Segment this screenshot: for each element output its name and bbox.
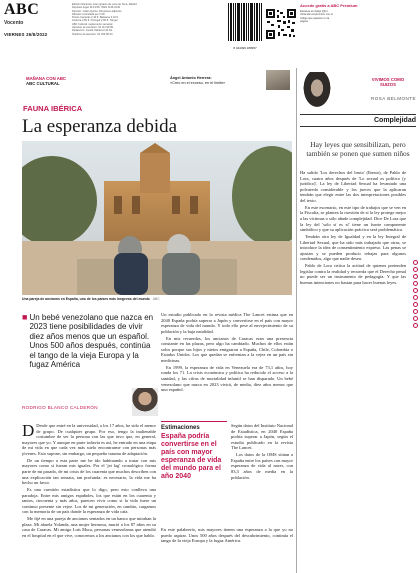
- imprint-line: Depósito legal: M-13-58. ISSN 1136-0143: [72, 6, 120, 10]
- imprint-line: Atención al suscriptor: 91 111 99 99: [72, 26, 113, 30]
- premium-title[interactable]: Accede gratis a ABC Premium: [300, 3, 358, 8]
- dot-icon: [413, 274, 418, 279]
- dot-icon: [413, 267, 418, 272]
- dot-icon: [413, 295, 418, 300]
- section-kicker: FAUNA IBÉRICA: [23, 104, 83, 113]
- dot-icon: [413, 323, 418, 328]
- article-paragraph: En 1999, la esperanza de vida en Venezuela era de 73,1 años, hoy ronda los 71. La crisis económica y política ha reducido el acceso a la sanidad, y las cifras de mortalidad infantil se han disparado. Un bebé venezolano que nazca en 2023 vivirá, de media, diez años menos que uno español.: [161, 364, 293, 393]
- column-paragraph: Pablo de Lora critica la actitud de quienes pretenden legislar contra la realidad y recuerda que el Derecho penal no puede ser un instrumento de pedagogía. Y que las buenas intenciones no bastan para hacer buenas leyes.: [300, 263, 406, 285]
- column-title: Complejidad: [373, 117, 416, 124]
- headline: La esperanza debida: [22, 116, 178, 137]
- article-paragraph: En mis recuerdos, los ancianos de Caracas eran una presencia constante en las plazas, pero algo ha cambiado. Muchos de ellos están solos porque sus hijos y nietos emigraron a España, Chile, Colombia o Estados Unidos. Los que quedan se enfrentan a la vejez en un país sin medicinas.: [161, 335, 293, 363]
- column-divider: [296, 68, 297, 573]
- center-article: [161, 312, 293, 419]
- qr-code-icon: [266, 9, 296, 39]
- aside-paragraph: Según datos del Instituto Nacional de Estadística, en 2040 España podría superar a Japón, según el estudio publicado en la revista The Lancet.: [231, 423, 293, 451]
- vocento-logo: Vocento: [4, 20, 24, 26]
- premium-text: Escanea el código QR o visita abc.es/premium con el código que aparece en la página: [300, 10, 333, 23]
- article-paragraph: Es una cuestión estadística que lo digo, pero esto conlleva una paradoja. Entre mis amigos españoles, los que están en los cuarenta y tantos, cincuenta y más años, parecen vivir como si la vida fuese un continuo presente sin vejez. Los de mi generación, en cambio, cargamos con la memoria de un país donde la esperanza de vida caía.: [22, 486, 156, 515]
- estimates-box: [161, 421, 227, 524]
- photo-credit: ABC: [152, 297, 160, 301]
- article-paragraph: De un tiempo a esta parte me he ido habituando a tratar con mis mayores como si fueran mis iguales. Por el 'jet lag' cronológico forma parte de mi pasado, de mi crisis de los cuarenta que muchos describen con una explicación tan sensata, tan profunda: es necesario, la vida me ha hecho un favor.: [22, 457, 156, 486]
- dot-icon: [413, 309, 418, 314]
- barcode: [228, 3, 262, 49]
- column-body: [300, 170, 406, 570]
- imprint-line: Edición Nacional: Juan Ignacio de Luca de Tena, Madrid: [72, 3, 137, 6]
- aside-highlight: España podría convertirse en el país con mayor esperanza de vida del mundo para el año 2040: [161, 433, 222, 480]
- teaser-quote: «Creo en el exceso, en el límite»: [170, 80, 226, 85]
- main-photo: [22, 141, 292, 295]
- dot-icon: [413, 288, 418, 293]
- byline: [22, 405, 132, 410]
- photo-caption: [22, 297, 292, 301]
- dropcap: D: [22, 423, 35, 440]
- article-paragraph: Me fijé en una pareja de ancianos sentados en un banco que miraban la plaza. Mi abuela Yolanda, una mujer hermosa, murió a los 87 años en su casa de Caracas. Mi amigo Luis Mora, personas venezolanas que atendió en el hospital en el que vive, conocemos a los ancianos con los que hablo.: [22, 516, 156, 538]
- issue-date: VIERNES 26/8/2022: [4, 32, 48, 37]
- elderly-couple-photo: [22, 141, 292, 295]
- imprint-line: Director: Julián Quirós. Directores adjuntos: [72, 9, 122, 13]
- columnist-name: ROSA BELMONTE: [370, 96, 416, 101]
- article-paragraph: Un estudio publicado en la revista médica The Lancet estima que en 2040 España podría superar a Japón y convertirse en el país con mayor esperanza de vida del mundo. Y todo ello pese al envejecimiento de su población y la baja natalidad.: [161, 312, 293, 334]
- center-article-end: [161, 527, 293, 571]
- teaser-photo: [266, 70, 290, 90]
- masthead: [0, 0, 420, 68]
- column-paragraph: En este escenario, en este tipo de trabajos que se ven en la Fiscalía, se plantea la cuestión de si la ley protege mejor a las víctimas o sólo añade complejidad. Dice De Lora que la ley del 'solo sí es sí' tiene un fuerte componente simbólico y que su aplicación práctica será problemática.: [300, 204, 406, 233]
- aside-text: [231, 423, 293, 523]
- dot-icon: [413, 316, 418, 321]
- aside-paragraph: Los datos de la OMS sitúan a España entre los países con mayor esperanza de vida al nacer, con 83,3 años de media en la población.: [231, 452, 293, 480]
- article-paragraph: En este palabrerío, mis mayores tienen una esperanza a la que yo no puedo aspirar. Unos 500 años después del descubrimiento, continúa el tango de la vieja Europa y la fugaz América.: [161, 527, 293, 544]
- column-standfirst: Hay leyes que sensibilizan, pero también se ponen que sumen niños: [306, 140, 410, 158]
- imprint-line: ABC Cultural: suplemento semanal: [72, 22, 113, 26]
- barcode-number: 8 424499 189957: [233, 46, 257, 50]
- imprint-line: Andorra 2,50 €. Portugal 2,90 €. Tánger: [72, 19, 118, 23]
- column-header: [300, 114, 416, 127]
- bullet-icon: ■: [22, 312, 28, 322]
- imprint-line: Difusión controlada por OJD: [72, 12, 105, 16]
- column-rule-bottom: [300, 126, 416, 127]
- main-article: [22, 423, 156, 571]
- article-paragraph: D Desde que entré en la universidad, a los 17 años, he sido el menor de grupo. De cualquier grupo. Por eso, tengo la inalienable costumbre de ser la persona con las que tuvo que, en general, mayores que yo. Y aunque en parte todavía es así, he entrado en una etapa de mi vida en que cada vez más suelo encontrarme con personas más jóvenes. Esto supone, sin embargo, un pequeño trauma de adaptación.: [22, 423, 156, 456]
- teaser-cultural[interactable]: [26, 76, 146, 86]
- imprint-line: Redacción: Josefa Valcárcel 40 bis: [72, 29, 113, 33]
- column-series: VIVIMOS COMO SUIZOS: [371, 77, 405, 87]
- teaser-interview[interactable]: [170, 76, 262, 85]
- edge-dots: [410, 258, 420, 328]
- imprint-line: Teléfono de atención: 91 339 90 00: [72, 32, 113, 36]
- author-photo: [132, 388, 158, 416]
- byline-author: RODRIGO BLANCO CALDERÓN: [22, 405, 98, 410]
- column-paragraph: Ha salido 'Los derechos del bruto' (Ibesto), de Pablo de Lora, cuatro años después de 'Lo sexual es político (y jurídico)'. La ley de Libertad Sexual ha levantado una polvareda considerable y los jueces que la aplicaran tendrán que elegir entre las dos interpretaciones posibles del texto.: [300, 170, 406, 203]
- column-paragraph: Tendrán otra ley de Igualdad y en la ley Integral de Libertad Sexual, que ha sido más trabajada que otras, se introduce la idea de consentimiento expreso. Las penas se ajustan y se pueden producir rebajas para algunos condenados, algo que nadie desea.: [300, 233, 406, 262]
- columnist-portrait: [300, 72, 334, 112]
- imprint-line: Precio Canarias 2,10 €. Baleares 2,10 €: [72, 16, 118, 20]
- teaser-interviewee: Ángel Antonio Herrera:: [170, 76, 212, 80]
- abc-logo: ABC: [4, 1, 40, 18]
- barcode-bars-icon: [228, 3, 262, 41]
- teaser-kicker: MAÑANA CON ABC: [26, 76, 67, 81]
- qr-code[interactable]: [266, 9, 296, 39]
- deck-bullet: [22, 313, 156, 369]
- dot-icon: [413, 260, 418, 265]
- aside-rule: [161, 421, 227, 422]
- teaser-title: ABC CULTURAL: [26, 81, 60, 86]
- deck: [22, 313, 156, 369]
- dot-icon: [413, 281, 418, 286]
- deck-text: Un bebé venezolano que nazca en 2023 tiene posibilidades de vivir diez años menos que un español. Unos 500 años después, continúa el tango de la vieja Europa y la fugaz América: [29, 313, 154, 370]
- caption-text: Una pareja de ancianos en España, uno de los países más longevos del mundo: [22, 297, 150, 301]
- dot-icon: [413, 302, 418, 307]
- aside-title: Estimaciones: [161, 425, 200, 431]
